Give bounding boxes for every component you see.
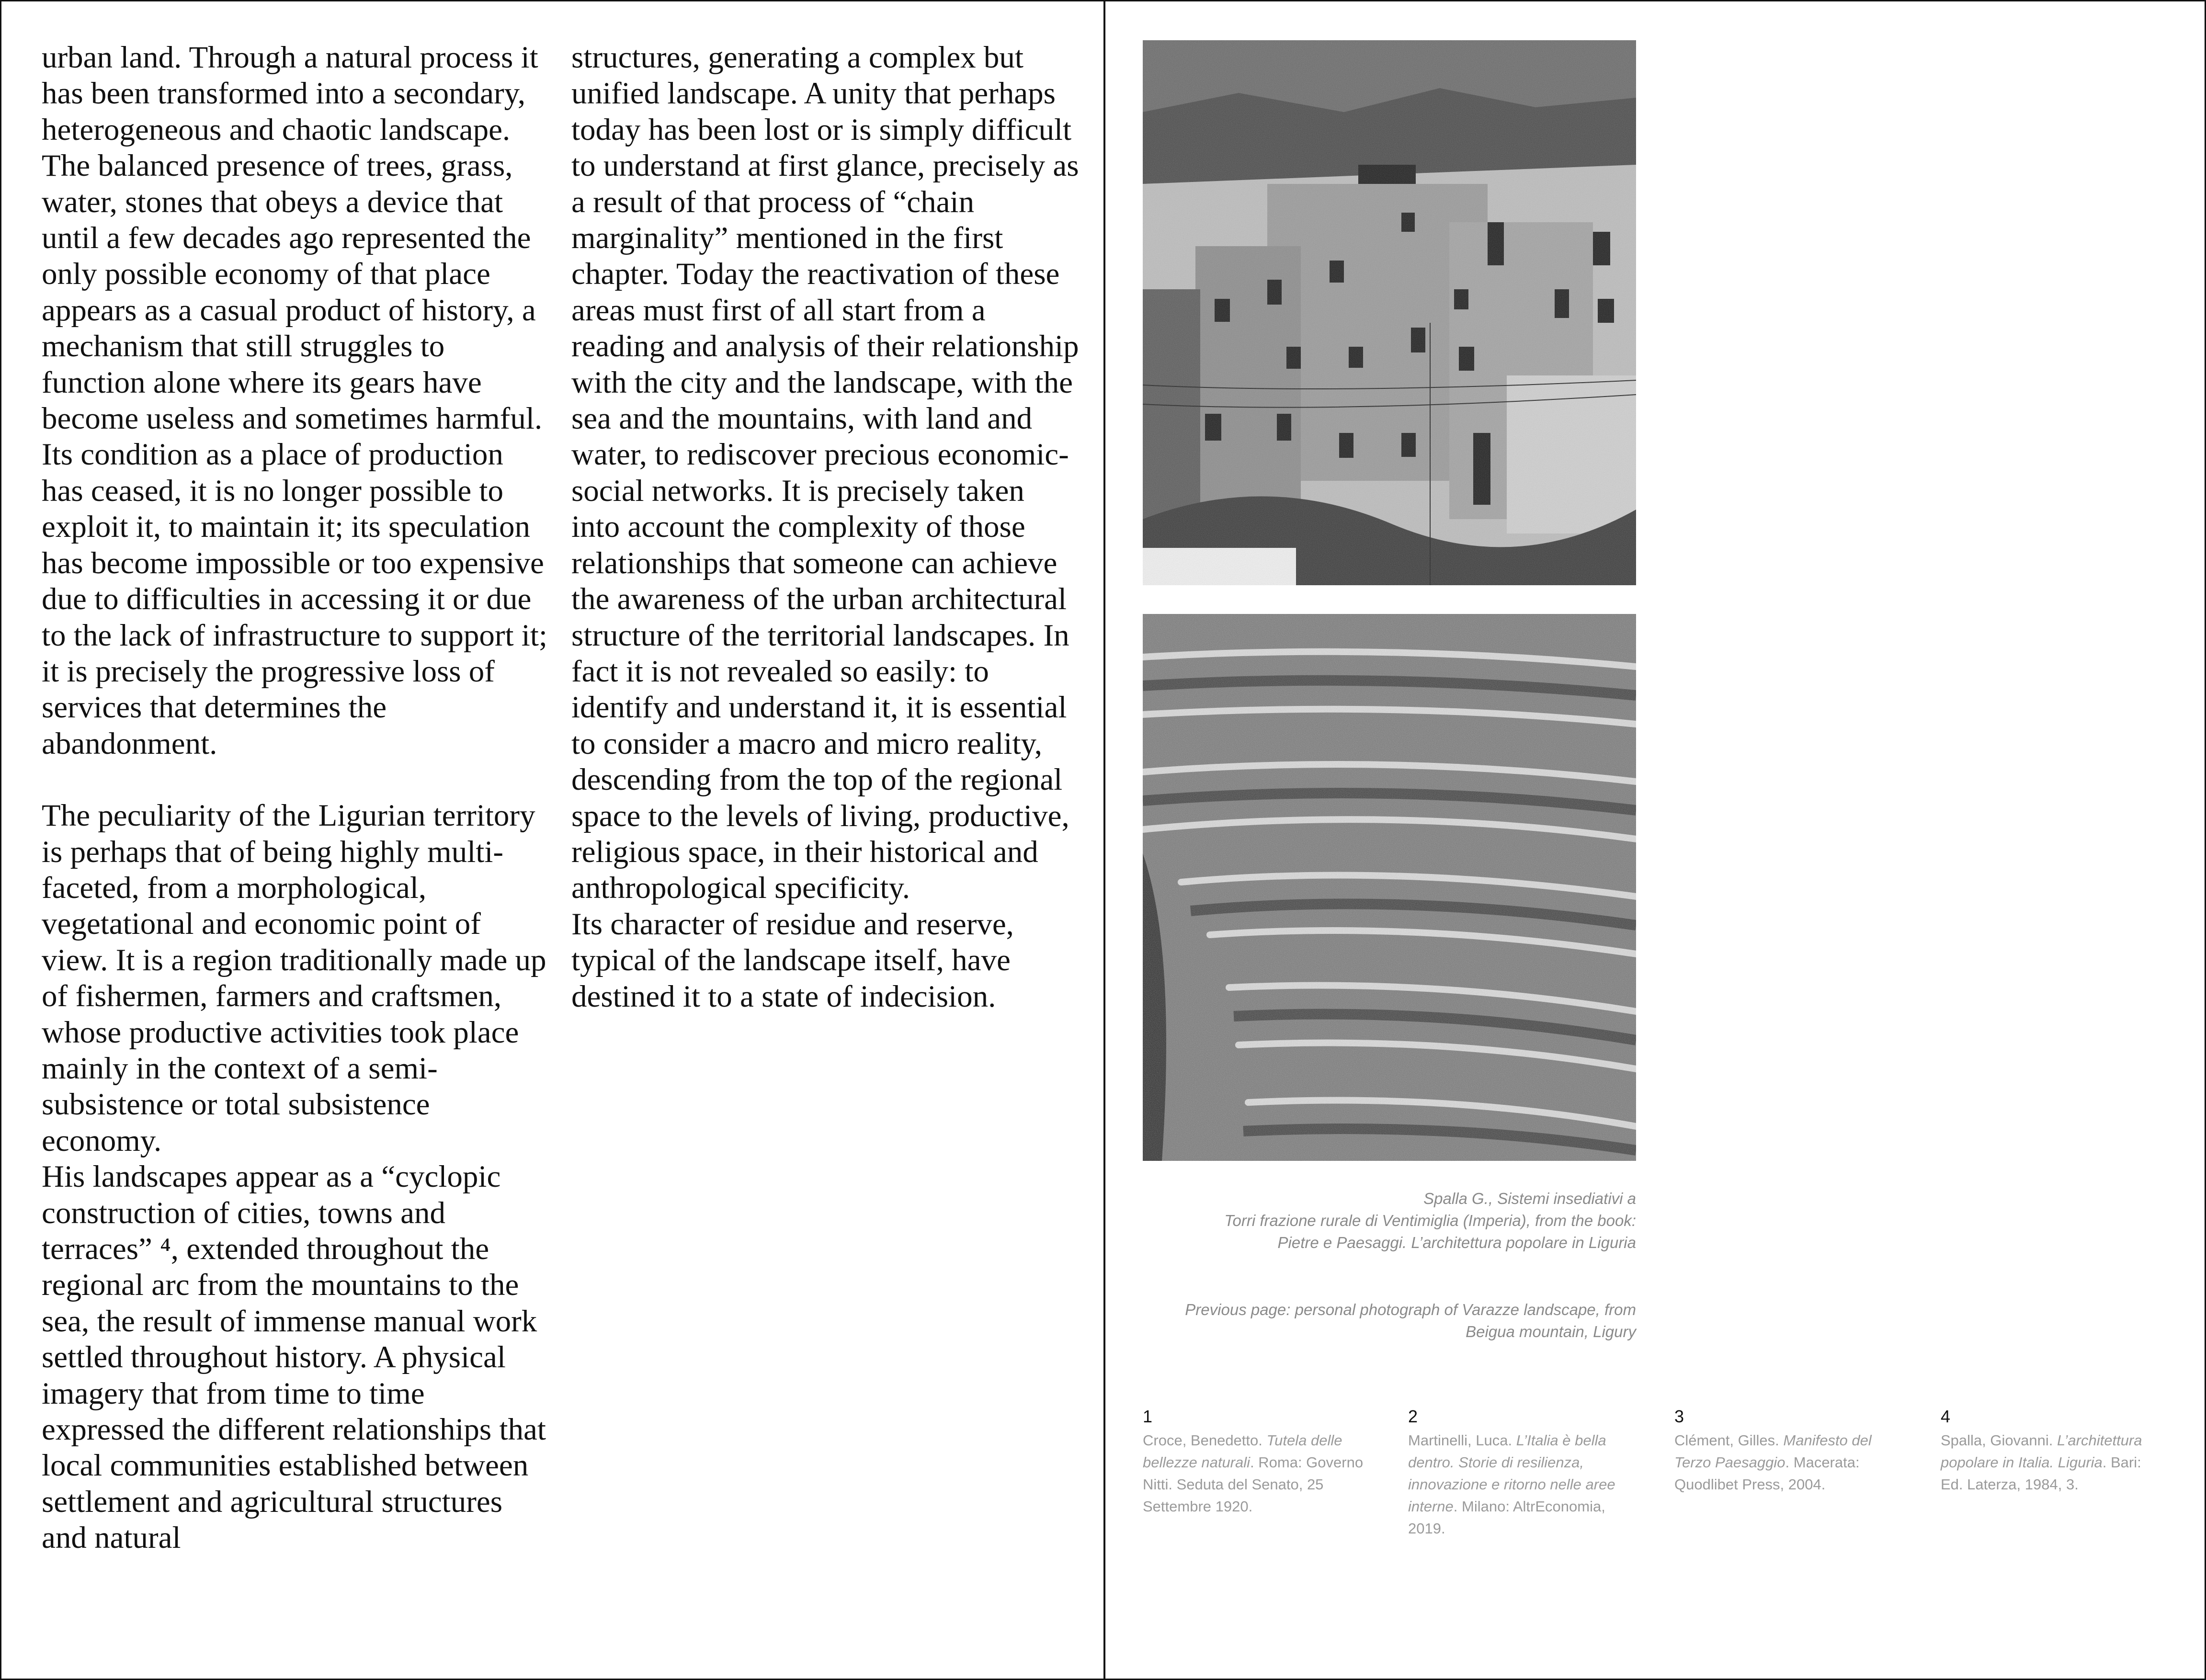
- text-column-1: [42, 40, 549, 1556]
- footnote-title: Tutela delle bellezze naturali: [1143, 1432, 1342, 1471]
- page-divider: [1103, 1, 1105, 1679]
- footnote-publisher: . Bari: Ed. Laterza, 1984, 3.: [1941, 1454, 2141, 1493]
- caption-line: Torri frazione rurale di Ventimiglia (Imperia), from the book:: [1224, 1212, 1636, 1229]
- footnote-author: Croce, Benedetto.: [1143, 1432, 1262, 1449]
- caption-line: Spalla G., Sistemi insediativi a: [1423, 1190, 1636, 1207]
- footnote-3: [1674, 1405, 1899, 1496]
- caption-line: Beigua mountain, Ligury: [1466, 1323, 1636, 1340]
- footnote-4: [1941, 1405, 2166, 1496]
- footnote-2: [1408, 1405, 1633, 1540]
- footnote-title: L’architettura popolare in Italia. Liguria: [1941, 1432, 2142, 1471]
- footnote-publisher: . Macerata: Quodlibet Press, 2004.: [1674, 1454, 1860, 1493]
- caption-line: Previous page: personal photograph of Varazze landscape, from: [1185, 1301, 1636, 1318]
- paragraph: urban land. Through a natural process it has been transformed into a secondary, heterogeneous and chaotic landscape. The balanced presence of trees, grass, water, stones that obeys a device that until a few decades ago represented the only possible economy of that place appears as a casual product of history, a mechanism that still struggles to function alone where its gears have become useless and sometimes harmful. Its condition as a place of production has ceased, it is no longer possible to exploit it, to maintain it; its speculation has become impossible or too expensive due to difficulties in accessing it or due to the lack of infrastructure to support it; it is precisely the progressive loss of services that determines the abandonment.: [42, 40, 547, 761]
- previous-page-caption: [1143, 1299, 1636, 1343]
- footnote-author: Clément, Gilles.: [1674, 1432, 1779, 1449]
- text-column-2: [571, 40, 1079, 1015]
- footnote-1: [1143, 1405, 1368, 1518]
- paragraph: Its character of residue and reserve, typical of the landscape itself, have destined it to a state of indecision.: [571, 907, 1014, 1014]
- village-photo: [1143, 40, 1636, 585]
- photo-caption: [1143, 1188, 1636, 1254]
- footnote-number: 1: [1143, 1407, 1153, 1426]
- footnote-author: Spalla, Giovanni.: [1941, 1432, 2053, 1449]
- footnote-number: 2: [1408, 1407, 1418, 1426]
- footnote-title: L’Italia è bella dentro. Storie di resilienza, innovazione e ritorno nelle aree interne: [1408, 1432, 1615, 1515]
- footnote-number: 3: [1674, 1407, 1684, 1426]
- paragraph: The peculiarity of the Ligurian territory is perhaps that of being highly multi-faceted, from a morphological, vegetational and economic point of view. It is a region traditionally made up of fishermen, farmers and craftsmen, whose productive activities took place mainly in the context of a semi-subsistence or total subsistence economy.: [42, 798, 546, 1158]
- footnote-number: 4: [1941, 1407, 1951, 1426]
- footnote-publisher: . Roma: Governo Nitti. Seduta del Senato, 25 Settembre 1920.: [1143, 1454, 1364, 1515]
- paragraph: His landscapes appear as a “cyclopic construction of cities, towns and terraces” ⁴, extended throughout the regional arc from the mountains to the sea, the result of immense manual work settled throughout history. A physical imagery that from time to time expressed the different relationships that local communities established between settlement and agricultural structures and natural: [42, 1159, 546, 1555]
- footnote-author: Martinelli, Luca.: [1408, 1432, 1512, 1449]
- caption-line: Pietre e Paesaggi. L’architettura popolare in Liguria: [1277, 1234, 1636, 1251]
- terrace-photo: [1143, 614, 1636, 1161]
- footnote-publisher: . Milano: AltrEconomia, 2019.: [1408, 1498, 1605, 1537]
- paragraph: structures, generating a complex but unified landscape. A unity that perhaps today has been lost or is simply difficult to understand at first glance, precisely as a result of that process of “chain marginality” mentioned in the first chapter. Today the reactivation of these areas must first of all start from a reading and analysis of their relationship with the city and the landscape, with the sea and the mountains, with land and water, to rediscover precious economic-social networks. It is precisely taken into account the complexity of those relationships that someone can achieve the awareness of the urban architectural structure of the territorial landscapes. In fact it is not revealed so easily: to identify and understand it, it is essential to consider a macro and micro reality, descending from the top of the regional space to the levels of living, productive, religious space, in their historical and anthropological specificity.: [571, 40, 1079, 906]
- footnote-title: Manifesto del Terzo Paesaggio: [1674, 1432, 1872, 1471]
